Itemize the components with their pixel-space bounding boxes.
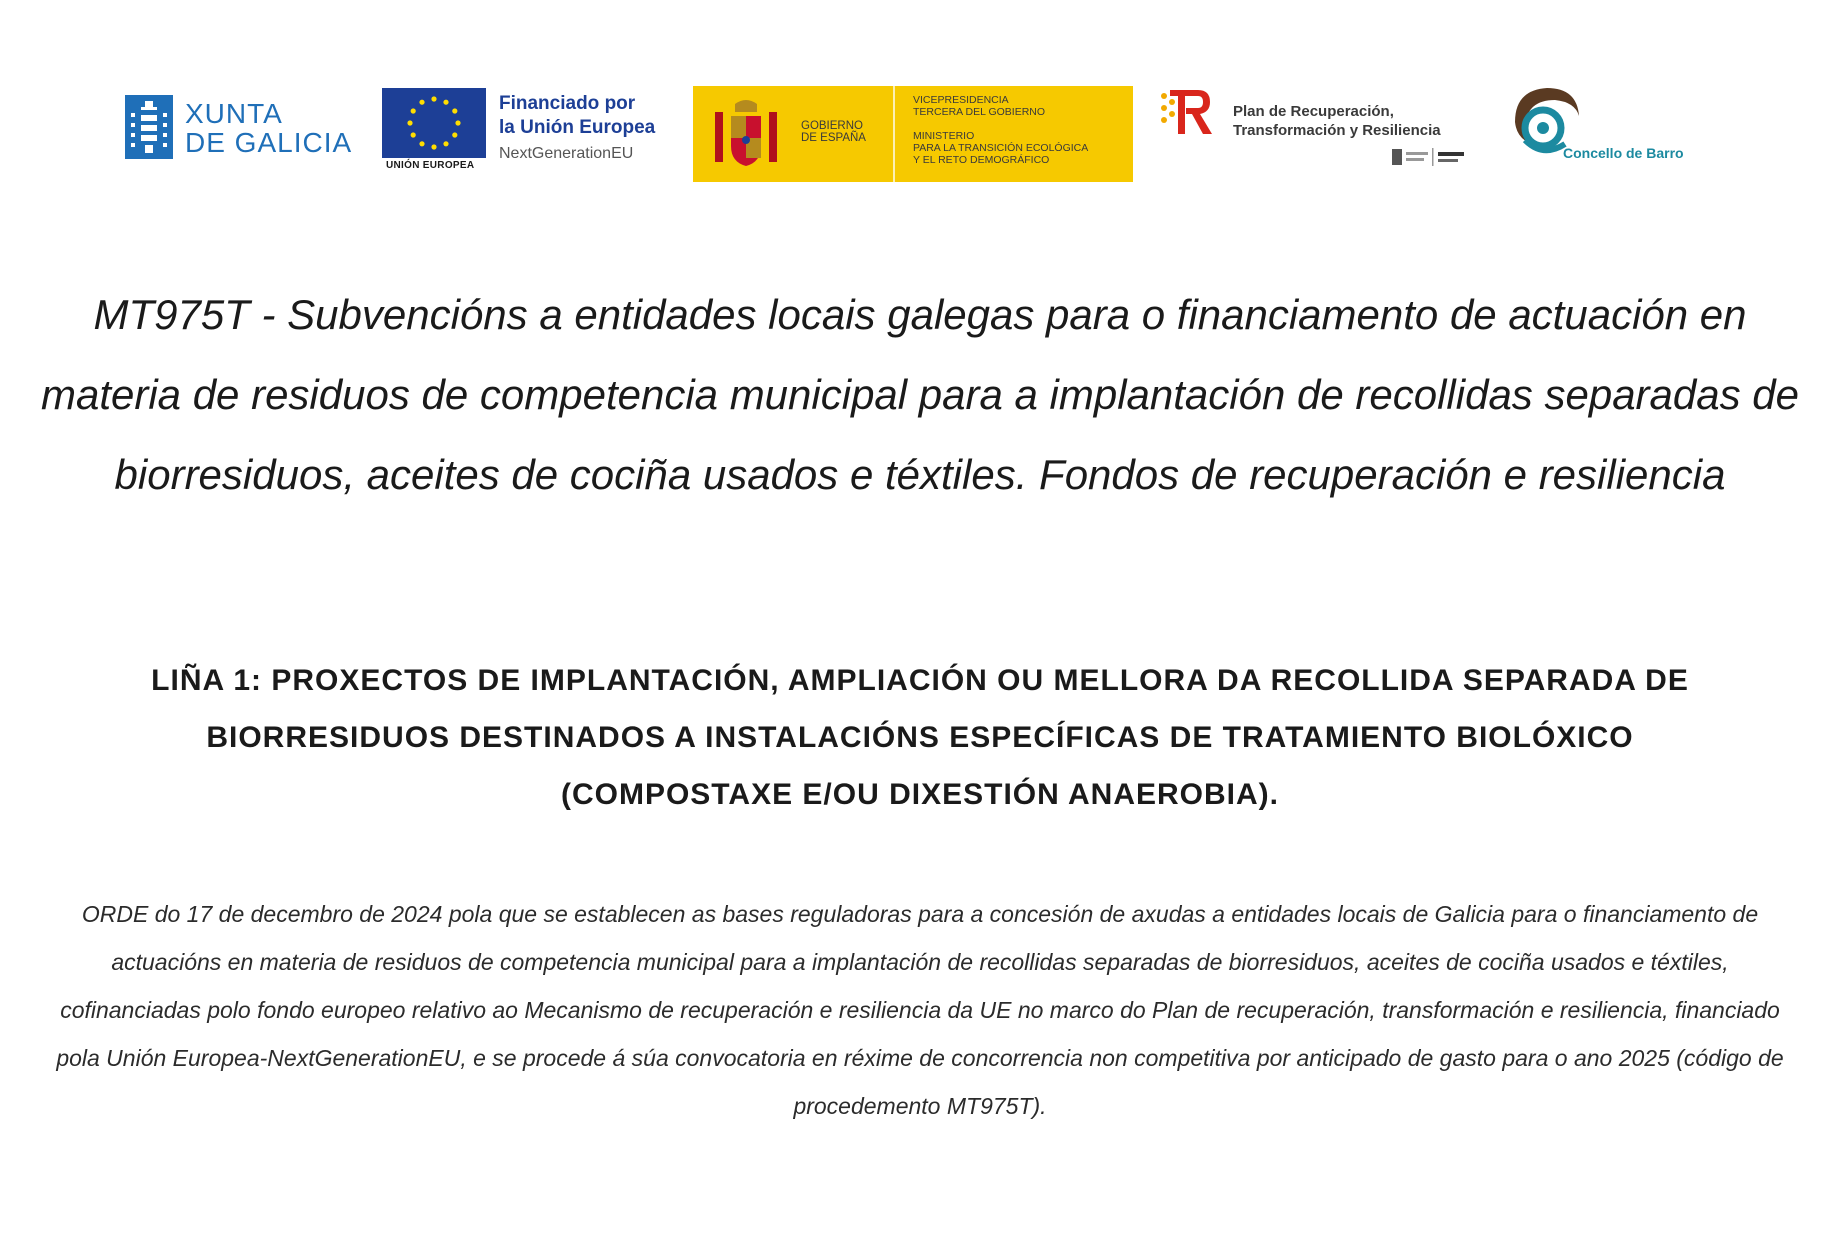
eu-line2: la Unión Europea [499,117,656,138]
plan-tr-icon [1158,88,1216,140]
ministerio-line1: VICEPRESIDENCIA [913,94,1009,106]
eu-star-icon [419,100,424,105]
logo-strip [0,0,1840,200]
eu-logo [382,88,682,174]
plan-line2: Transformación y Resiliencia [1233,122,1441,139]
eu-flag-icon [382,88,486,158]
eu-star-icon [431,144,436,149]
xunta-line1: XUNTA [185,98,283,129]
spain-small-seals-icon [1390,146,1470,168]
eu-star-icon [419,141,424,146]
ministerio-line3: MINISTERIO [913,130,975,142]
eu-star-icon [411,132,416,137]
concello-label: Concello de Barro [1563,145,1684,161]
ministerio-line2: TERCERA DEL GOBIERNO [913,106,1046,118]
gobierno-line1: GOBIERNO [801,120,863,132]
ministerio-line5: Y EL RETO DEMOGRÁFICO [913,154,1050,166]
concello-barro-logo [1505,82,1705,168]
eu-star-icon [431,96,436,101]
gobierno-line2: DE ESPAÑA [801,132,866,144]
gobierno-logo [693,86,1133,182]
plan-recuperacion-logo [1158,88,1478,178]
eu-nextgen: NextGenerationEU [499,145,634,162]
ministerio-line4: PARA LA TRANSICIÓN ECOLÓGICA [913,142,1089,154]
eu-star-icon [411,108,416,113]
eu-star-icon [455,120,460,125]
line-heading: LIÑA 1: PROXECTOS DE IMPLANTACIÓN, AMPLIACIÓN OU MELLORA DA RECOLLIDA SEPARADA DE BIORRESIDUOS DESTINADOS A INSTALACIÓNS ESPECÍFICAS DE TRATAMIENTO BIOLÓXICO (COMPOSTAXE E/OU DIXESTIÓN ANAEROBIA). [151,664,1689,811]
eu-line1: Financiado por [499,93,636,114]
eu-caption: UNIÓN EUROPEA [386,160,475,171]
eu-star-icon [407,120,412,125]
coat-of-arms-icon [711,96,781,172]
eu-star-icon [443,100,448,105]
gobierno-divider [893,86,895,182]
xunta-logo [125,95,365,159]
eu-star-icon [443,141,448,146]
plan-line1: Plan de Recuperación, [1233,103,1394,120]
eu-star-icon [452,108,457,113]
eu-star-icon [452,132,457,137]
order-paragraph: ORDE do 17 de decembro de 2024 pola que se establecen as bases reguladoras para a concesión de axudas a entidades locais de Galicia para o financiamento de actuacións en materia de residuos de competencia municipal para a implantación de recollidas separadas de biorresiduos, aceites de cociña usados e téxtiles, cofinanciadas polo fondo europeo relativo ao Mecanismo de recuperación e resiliencia da UE no marco do Plan de recuperación, transformación e resiliencia, financiado pola Unión Europea-NextGenerationEU, e se procede á súa convocatoria en réxime de concorrencia non competitiva por anticipado de gasto para o ano 2025 (código de procedemento MT975T). [56,901,1784,1119]
xunta-emblem-icon [125,95,173,159]
xunta-line2: DE GALICIA [185,127,353,158]
document-title: MT975T - Subvencións a entidades locais galegas para o financiamento de actuación en materia de residuos de competencia municipal para a implantación de recollidas separadas de biorresiduos, aceites de cociña usados e téxtiles. Fondos de recuperación e resiliencia [40,291,1799,498]
